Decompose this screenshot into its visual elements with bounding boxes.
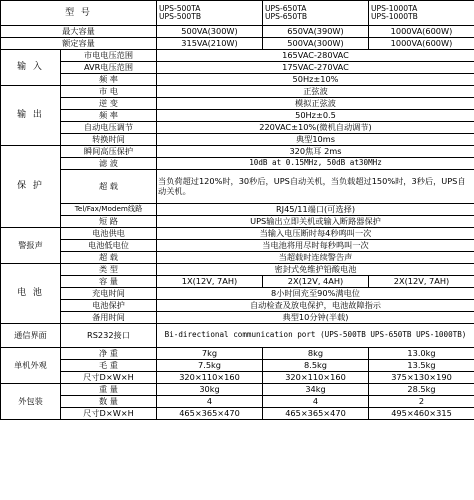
table-row bbox=[1, 372, 474, 384]
rated-capacity-row bbox=[1, 38, 474, 50]
row-label: 滤 波 bbox=[61, 158, 157, 170]
row-label: 短 路 bbox=[61, 216, 157, 228]
row-label: Tel/Fax/Modem线路 bbox=[61, 204, 157, 216]
cell: 315VA(210W) bbox=[157, 38, 263, 50]
table-row bbox=[1, 396, 474, 408]
row-label: 电池低电位 bbox=[61, 240, 157, 252]
cell: 495×460×315 bbox=[369, 408, 474, 420]
cell: 1000VA(600W) bbox=[369, 26, 474, 38]
row-value: Bi-directional communication port (UPS-500TB UPS-650TB UPS-1000TB) bbox=[157, 324, 474, 348]
cell: 28.5kg bbox=[369, 384, 474, 396]
table-row bbox=[1, 146, 474, 158]
row-label: 充电时间 bbox=[61, 288, 157, 300]
output-category: 输 出 bbox=[1, 86, 61, 146]
row-value: 当负荷超过120%时，30秒后，UPS自动关机，当负载超过150%时，3秒后，UPS自动关机。 bbox=[157, 170, 474, 204]
table-row bbox=[1, 240, 474, 252]
row-label: 电池供电 bbox=[61, 228, 157, 240]
cell: 500VA(300W) bbox=[263, 38, 369, 50]
row-label: 频 率 bbox=[61, 110, 157, 122]
row-label: 尺寸D×W×H bbox=[61, 372, 157, 384]
table-row bbox=[1, 62, 474, 74]
row-label: 市 电 bbox=[61, 86, 157, 98]
protection-category: 保 护 bbox=[1, 146, 61, 228]
table-row bbox=[1, 300, 474, 312]
row-label: 频 率 bbox=[61, 74, 157, 86]
row-value: 175VAC-270VAC bbox=[157, 62, 474, 74]
cell: 2 bbox=[369, 396, 474, 408]
alarm-category: 警报声 bbox=[1, 228, 61, 264]
model-500: UPS-500TA UPS-500TB bbox=[157, 1, 263, 26]
cell: 8.5kg bbox=[263, 360, 369, 372]
row-value: 50Hz±10% bbox=[157, 74, 474, 86]
row-label: 备用时间 bbox=[61, 312, 157, 324]
cell: 500VA(300W) bbox=[157, 26, 263, 38]
row-label: 逆 变 bbox=[61, 98, 157, 110]
packaging-category: 外包装 bbox=[1, 384, 61, 420]
max-capacity-label: 最大容量 bbox=[1, 26, 157, 38]
cell: 7.5kg bbox=[157, 360, 263, 372]
table-row bbox=[1, 408, 474, 420]
row-label: 电池保护 bbox=[61, 300, 157, 312]
row-value: 当超载时连续警告声 bbox=[157, 252, 474, 264]
cell: 30kg bbox=[157, 384, 263, 396]
table-row bbox=[1, 228, 474, 240]
cell: 13.5kg bbox=[369, 360, 474, 372]
comm-category: 通信界面 bbox=[1, 324, 61, 348]
row-label: 尺寸D×W×H bbox=[61, 408, 157, 420]
table-row bbox=[1, 50, 474, 62]
cell: 1X(12V, 7AH) bbox=[157, 276, 263, 288]
table-header-row bbox=[1, 1, 474, 26]
row-value: UPS输出立即关机或输入断路器保护 bbox=[157, 216, 474, 228]
table-row bbox=[1, 360, 474, 372]
row-value: 模拟正弦波 bbox=[157, 98, 474, 110]
row-value: 密封式免维护铅酸电池 bbox=[157, 264, 474, 276]
row-value: 220VAC±10%(微机自动调节) bbox=[157, 122, 474, 134]
row-value: 当电池将用尽时每秒鸣叫一次 bbox=[157, 240, 474, 252]
cell: 1000VA(600W) bbox=[369, 38, 474, 50]
table-row bbox=[1, 204, 474, 216]
row-value: 8小时回充至90%满电位 bbox=[157, 288, 474, 300]
row-label: 容 量 bbox=[61, 276, 157, 288]
cell: 2X(12V, 4AH) bbox=[263, 276, 369, 288]
cell: 34kg bbox=[263, 384, 369, 396]
cell: 465×365×470 bbox=[157, 408, 263, 420]
row-label: 转换时间 bbox=[61, 134, 157, 146]
table-row bbox=[1, 348, 474, 360]
row-label: 净 重 bbox=[61, 348, 157, 360]
rated-capacity-label: 额定容量 bbox=[1, 38, 157, 50]
table-row bbox=[1, 98, 474, 110]
cell: 8kg bbox=[263, 348, 369, 360]
row-value: 10dB at 0.15MHz, 50dB at30MHz bbox=[157, 158, 474, 170]
row-label: 类 型 bbox=[61, 264, 157, 276]
table-row bbox=[1, 288, 474, 300]
table-row bbox=[1, 384, 474, 396]
cell: 320×110×160 bbox=[157, 372, 263, 384]
cell: 4 bbox=[157, 396, 263, 408]
table-row bbox=[1, 134, 474, 146]
table-row bbox=[1, 264, 474, 276]
model-1000: UPS-1000TA UPS-1000TB bbox=[369, 1, 474, 26]
row-value: 当输入电压断时每4秒鸣叫一次 bbox=[157, 228, 474, 240]
cell: 465×365×470 bbox=[263, 408, 369, 420]
row-value: 正弦波 bbox=[157, 86, 474, 98]
row-value: 50Hz±0.5 bbox=[157, 110, 474, 122]
row-value: 165VAC-280VAC bbox=[157, 50, 474, 62]
row-label: 超 载 bbox=[61, 252, 157, 264]
row-value: RJ45/11端口(可选择) bbox=[157, 204, 474, 216]
table-row bbox=[1, 86, 474, 98]
table-row bbox=[1, 312, 474, 324]
max-capacity-row bbox=[1, 26, 474, 38]
row-label: AVR电压范围 bbox=[61, 62, 157, 74]
table-row bbox=[1, 158, 474, 170]
unit-category: 单机外观 bbox=[1, 348, 61, 384]
table-row bbox=[1, 74, 474, 86]
table-row bbox=[1, 276, 474, 288]
table-row bbox=[1, 110, 474, 122]
table-row bbox=[1, 170, 474, 204]
battery-category: 电 池 bbox=[1, 264, 61, 324]
row-label: 市电电压范围 bbox=[61, 50, 157, 62]
row-value: 典型10分钟(半载) bbox=[157, 312, 474, 324]
cell: 7kg bbox=[157, 348, 263, 360]
cell: 650VA(390W) bbox=[263, 26, 369, 38]
cell: 2X(12V, 7AH) bbox=[369, 276, 474, 288]
row-label: 自动电压调节 bbox=[61, 122, 157, 134]
row-label: 超 载 bbox=[61, 170, 157, 204]
input-category: 输 入 bbox=[1, 50, 61, 86]
cell: 320×110×160 bbox=[263, 372, 369, 384]
row-value: 典型10ms bbox=[157, 134, 474, 146]
model-header: 型 号 bbox=[1, 1, 157, 26]
row-label: RS232接口 bbox=[61, 324, 157, 348]
row-label: 毛 重 bbox=[61, 360, 157, 372]
cell: 4 bbox=[263, 396, 369, 408]
cell: 375×130×190 bbox=[369, 372, 474, 384]
cell: 13.0kg bbox=[369, 348, 474, 360]
row-label: 数 量 bbox=[61, 396, 157, 408]
table-row bbox=[1, 122, 474, 134]
row-value: 320焦耳 2ms bbox=[157, 146, 474, 158]
row-label: 瞬间高压保护 bbox=[61, 146, 157, 158]
row-value: 自动检查及放电保护，电池故障指示 bbox=[157, 300, 474, 312]
table-row bbox=[1, 216, 474, 228]
model-650: UPS-650TA UPS-650TB bbox=[263, 1, 369, 26]
table-row bbox=[1, 324, 474, 348]
row-label: 重 量 bbox=[61, 384, 157, 396]
table-row bbox=[1, 252, 474, 264]
